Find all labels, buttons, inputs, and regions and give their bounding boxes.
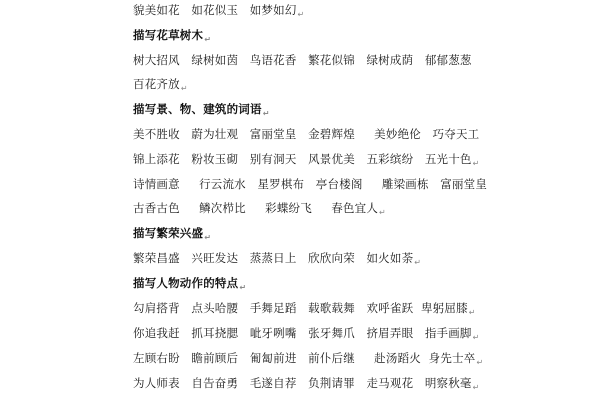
section-heading: [133, 273, 246, 293]
text-line: [133, 149, 480, 169]
text-line: [133, 198, 386, 218]
paragraph-mark-icon: ↵: [472, 159, 480, 168]
heading-text: 描写景、物、建筑的词语: [133, 102, 262, 116]
line-text: 貌美如花 如花似玉 如梦如幻: [133, 3, 297, 17]
line-text: 锦上添花 粉妆玉砌 别有洞天 风景优美 五彩缤纷 五光十色: [133, 152, 472, 166]
section-heading: [133, 99, 270, 119]
line-text: 美不胜收 蔚为壮观 富丽堂皇 金碧辉煌 美妙绝伦 巧夺天工: [133, 127, 480, 141]
heading-text: 描写人物动作的特点: [133, 276, 239, 290]
line-text: 古香古色 鳞次栉比 彩蝶纷飞 春色宜人: [133, 201, 379, 215]
paragraph-mark-icon: ↵: [297, 10, 305, 19]
line-text: 为人师表 自告奋勇 毛遂自荐 负荆请罪 走马观花 明察秋毫: [133, 376, 472, 390]
line-text: 左顾右盼 瞻前顾后 匍匐前进 前仆后继 赴汤蹈火 身先士卒: [133, 351, 476, 365]
text-line: [133, 298, 476, 318]
section-heading: [133, 25, 211, 45]
paragraph-mark-icon: ↵: [204, 233, 212, 242]
text-line: [133, 74, 188, 94]
section-heading: [133, 223, 211, 243]
text-line: [133, 174, 487, 194]
heading-text: 描写花草树木: [133, 28, 204, 42]
paragraph-mark-icon: ↵: [414, 258, 422, 267]
line-text: 繁荣昌盛 兴旺发达 蒸蒸日上 欣欣向荣 如火如荼: [133, 251, 414, 265]
line-text: 诗情画意 行云流水 星罗棋布 亭台楼阁 雕梁画栋 富丽堂皇: [133, 177, 488, 191]
line-text: 勾肩搭背 点头哈腰 手舞足蹈 载歌载舞 欢呼雀跃 卑躬屈膝: [133, 301, 468, 315]
paragraph-mark-icon: ↵: [472, 333, 480, 342]
line-text: 百花齐放: [133, 77, 180, 91]
paragraph-mark-icon: ↵: [262, 109, 270, 118]
paragraph-mark-icon: ↵: [468, 308, 476, 317]
text-line: [133, 124, 479, 144]
paragraph-mark-icon: ↵: [472, 383, 480, 392]
text-line: [133, 348, 483, 368]
text-line: [133, 373, 480, 393]
text-line: [133, 323, 480, 343]
heading-text: 描写繁荣兴盛: [133, 226, 204, 240]
paragraph-mark-icon: ↵: [379, 208, 386, 217]
text-line: [133, 0, 304, 20]
paragraph-mark-icon: ↵: [180, 84, 188, 93]
text-line: [133, 248, 421, 268]
paragraph-mark-icon: ↵: [476, 358, 484, 367]
paragraph-mark-icon: ↵: [239, 283, 247, 292]
paragraph-mark-icon: ↵: [204, 35, 212, 44]
line-text: 树大招风 绿树如茵 鸟语花香 繁花似锦 绿树成荫 郁郁葱葱: [133, 53, 472, 67]
line-text: 你追我赶 抓耳挠腮 呲牙咧嘴 张牙舞爪 挤眉弄眼 指手画脚: [133, 326, 472, 340]
text-line: [133, 50, 472, 70]
